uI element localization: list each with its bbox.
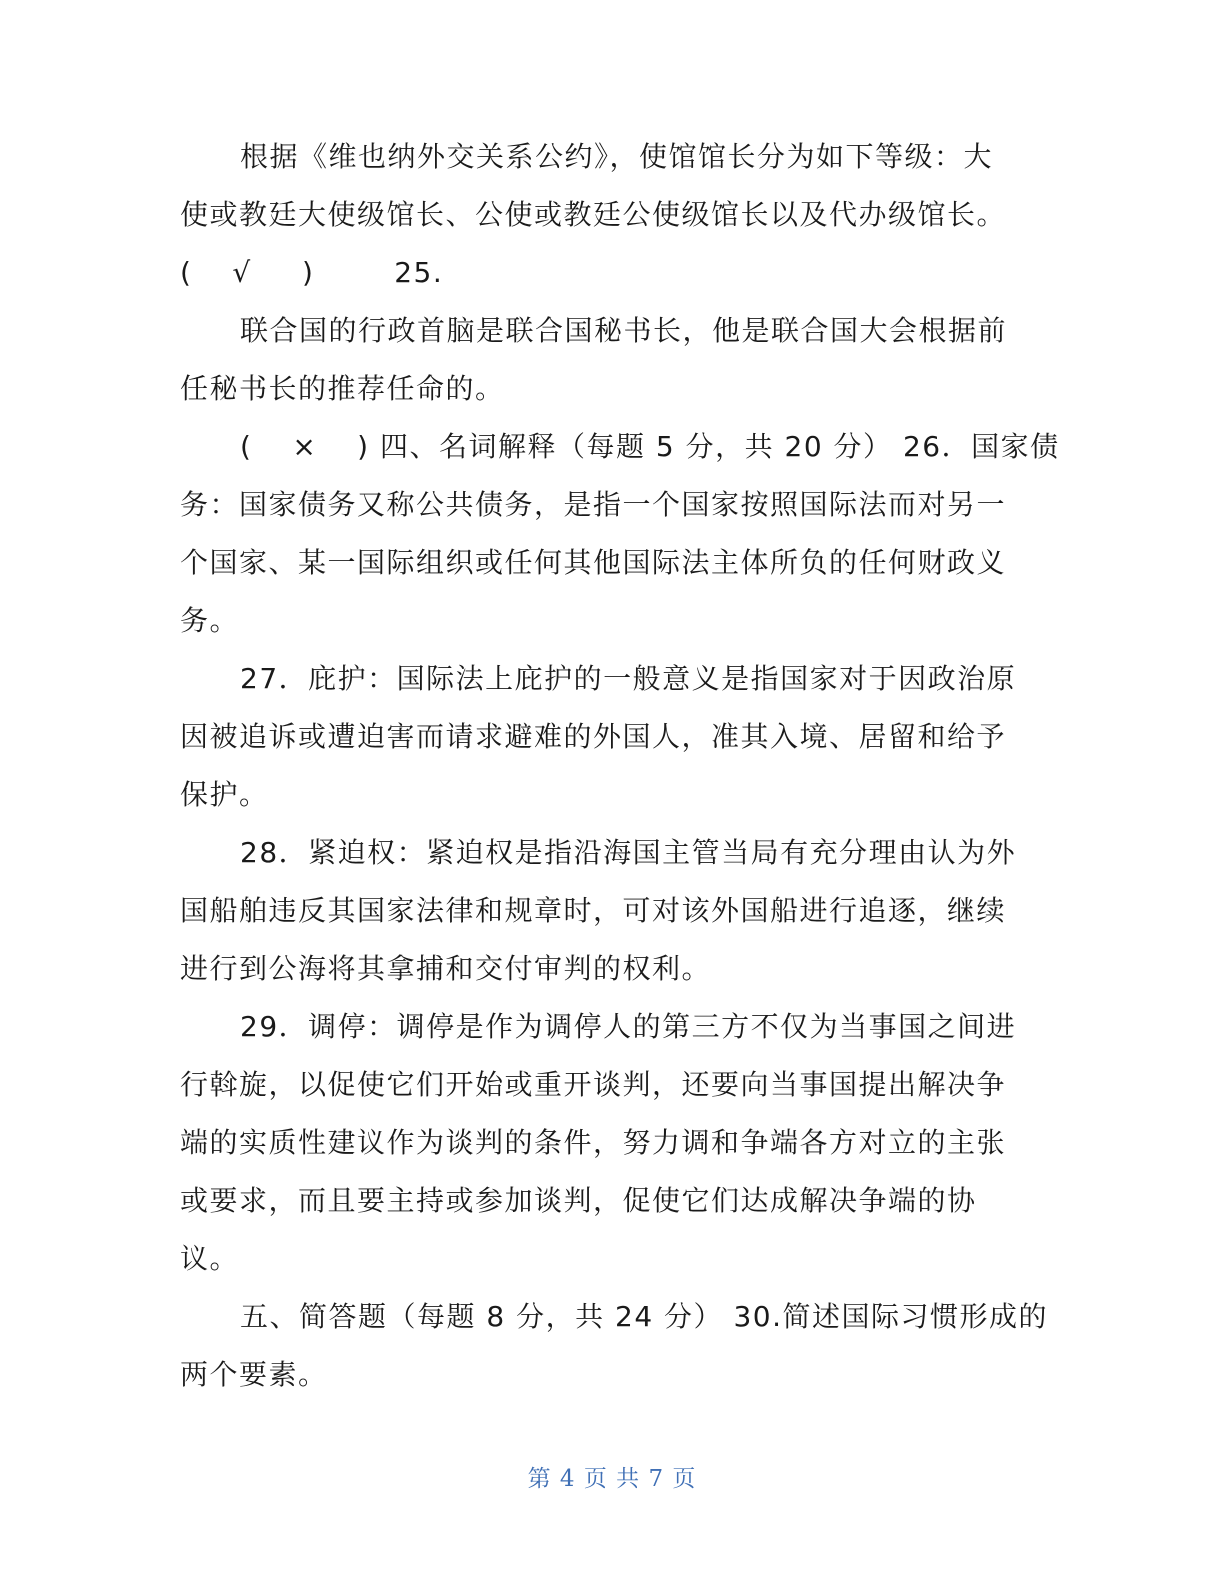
text-line: 28．紧迫权：紧迫权是指沿海国主管当局有充分理由认为外 — [240, 836, 1017, 869]
text-line: ( √ ) 25. — [180, 256, 444, 289]
text-line: 27．庇护：国际法上庇护的一般意义是指国家对于因政治原 — [240, 662, 1017, 695]
text-line: 使或教廷大使级馆长、公使或教廷公使级馆长以及代办级馆长。 — [180, 198, 1007, 231]
page-number-footer: 第 4 页 共 7 页 — [527, 1466, 697, 1492]
text-line: 务：国家债务又称公共债务，是指一个国家按照国际法而对另一 — [180, 488, 1007, 521]
text-line: ( × ) 四、名词解释（每题 5 分，共 20 分） 26．国家债 — [240, 430, 1060, 463]
text-line: 议。 — [180, 1242, 240, 1275]
text-line: 行斡旋，以促使它们开始或重开谈判，还要向当事国提出解决争 — [180, 1068, 1007, 1101]
text-line: 任秘书长的推荐任命的。 — [180, 372, 505, 405]
text-line: 保护。 — [180, 778, 269, 811]
text-line: 国船舶违反其国家法律和规章时，可对该外国船进行追逐，继续 — [180, 894, 1007, 927]
text-line: 联合国的行政首脑是联合国秘书长，他是联合国大会根据前 — [240, 314, 1008, 347]
text-line: 务。 — [180, 604, 240, 637]
text-line: 端的实质性建议作为谈判的条件，努力调和争端各方对立的主张 — [180, 1126, 1007, 1159]
text-line: 五、简答题（每题 8 分，共 24 分） 30.简述国际习惯形成的 — [240, 1300, 1048, 1333]
text-line: 因被追诉或遭迫害而请求避难的外国人，准其入境、居留和给予 — [180, 720, 1007, 753]
text-line: 29．调停：调停是作为调停人的第三方不仅为当事国之间进 — [240, 1010, 1017, 1043]
text-line: 两个要素。 — [180, 1358, 328, 1391]
text-line: 根据《维也纳外交关系公约》，使馆馆长分为如下等级：大 — [240, 140, 994, 173]
text-line: 进行到公海将其拿捕和交付审判的权利。 — [180, 952, 712, 985]
text-line: 或要求，而且要主持或参加谈判，促使它们达成解决争端的协 — [180, 1184, 977, 1217]
text-line: 个国家、某一国际组织或任何其他国际法主体所负的任何财政义 — [180, 546, 1007, 579]
